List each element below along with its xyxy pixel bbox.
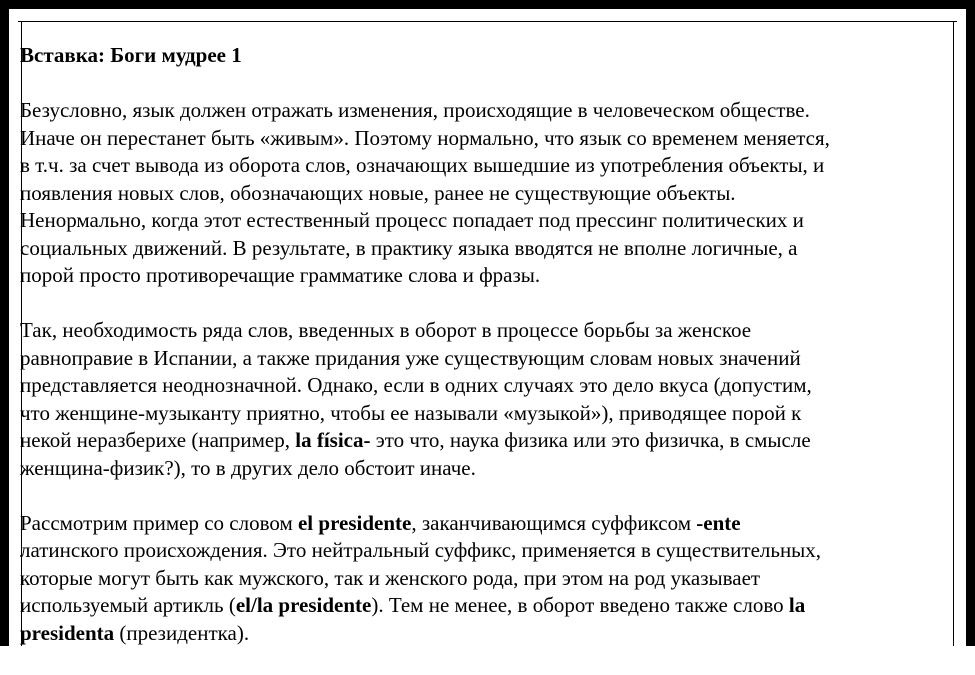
page-title: Вставка: Боги мудрее 1 (20, 43, 242, 67)
text-line (20, 592, 955, 620)
frame-inner-rule-top (18, 21, 957, 22)
text-line (20, 427, 955, 455)
text-line: Так, необходимость ряда слов, введенных в оборот в процессе борьбы за женское (20, 318, 752, 342)
text-run: (президентка). (114, 620, 250, 645)
text-line: которые могут быть как мужского, так и женского рода, при этом на род указывает (20, 565, 761, 590)
text-line (20, 510, 955, 538)
text-line (20, 620, 955, 648)
text-line: что женщине-музыканту приятно, чтобы ее называли «музыкой»), приводящее порой к (20, 400, 802, 425)
text-run: используемый артикль ( (20, 593, 236, 617)
paragraph-3 (20, 510, 955, 648)
text-line: социальных движений. В результате, в практику языка вводятся не вполне логичные, а (20, 235, 798, 260)
text-run: некой неразберихе (например, (20, 428, 296, 452)
text-line: Безусловно, язык должен отражать изменения, происходящие в человеческом обществе. (20, 98, 810, 122)
text-line: латинского происхождения. Это нейтральный суффикс, применяется в существительных, (20, 538, 822, 562)
text-line: порой просто противоречащие грамматике слова и фразы. (20, 263, 541, 287)
text-line: появления новых слов, обозначающих новые, ранее не существующие объекты. (20, 180, 736, 205)
paragraph-1 (20, 97, 955, 290)
text-line: представляется неоднозначной. Однако, если в одних случаях это дело вкуса (допустим, (20, 373, 812, 397)
text-line: Иначе он перестанет быть «живым». Поэтому нормально, что язык со временем меняется, (20, 125, 830, 150)
text-line: в т.ч. за счет вывода из оборота слов, означающих вышедшие из употребления объекты, и (20, 153, 825, 177)
term-la: la (788, 593, 806, 617)
text-line: женщина-физик?), то в других дело обстоит иначе. (20, 455, 476, 480)
text-line: равноправие в Испании, а также придания уже существующим словам новых значений (20, 345, 801, 370)
document-content (20, 42, 955, 675)
term-presidenta: presidenta (20, 620, 115, 645)
text-run: ). Тем не менее, в оборот введено также слово (371, 593, 789, 617)
term-suffix-ente: -ente (696, 510, 741, 535)
term-la-fisica: la física- (295, 428, 371, 452)
term-el-presidente: el presidente (297, 510, 412, 535)
term-el-la-presidente: el/la presidente (235, 593, 372, 617)
text-run: это что, наука физика или это физичка, в смысле (370, 428, 811, 452)
paragraph-2 (20, 317, 955, 482)
text-line: Ненормально, когда этот естественный процесс попадает под прессинг политических и (20, 208, 804, 232)
text-run: , заканчивающимся суффиксом (411, 510, 697, 535)
text-run: Рассмотрим пример со словом (20, 510, 298, 535)
